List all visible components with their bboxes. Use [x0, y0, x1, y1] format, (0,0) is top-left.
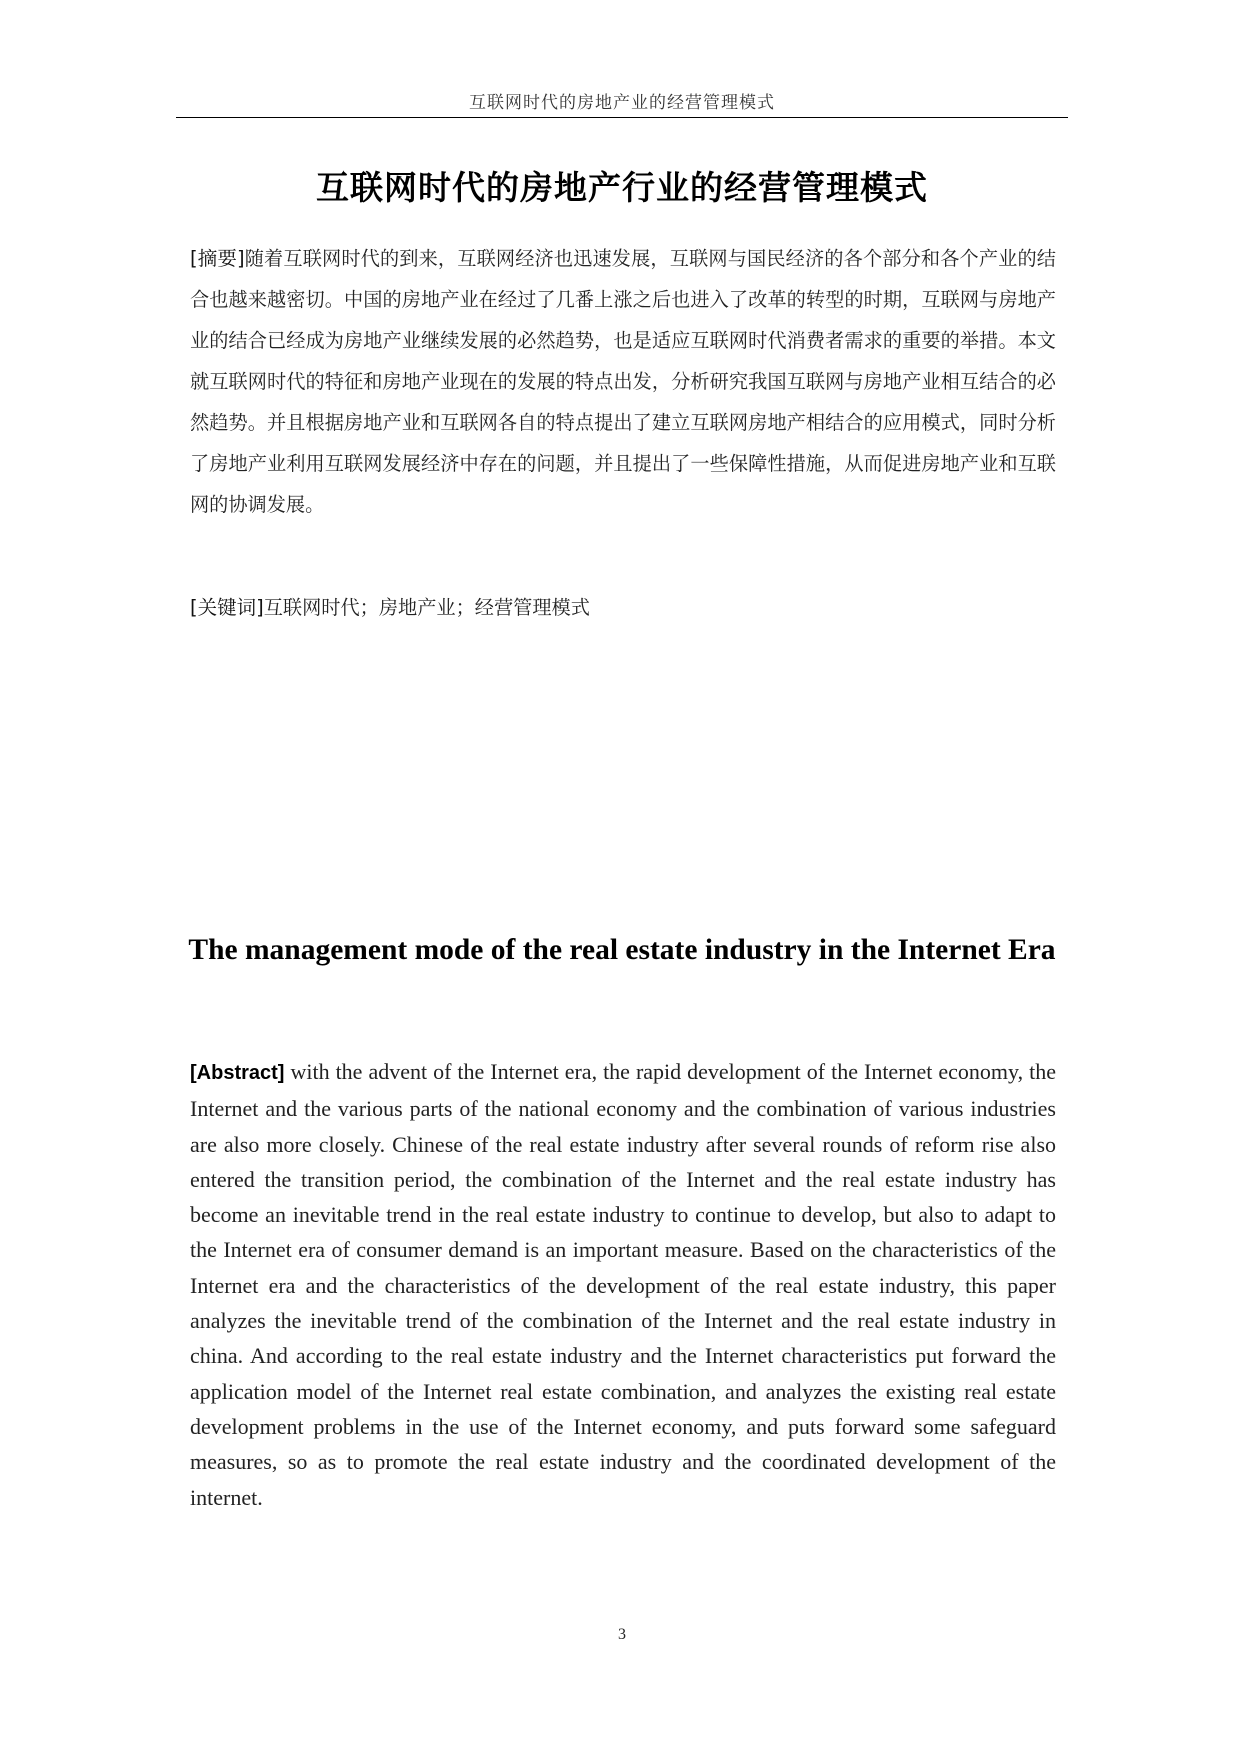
english-abstract-label: [Abstract] [190, 1062, 285, 1084]
chinese-abstract-text: 随着互联网时代的到来，互联网经济也迅速发展，互联网与国民经济的各个部分和各个产业的结合也越来越密切。中国的房地产业在经过了几番上涨之后也进入了改革的转型的时期，互联网与房地产业的结合已经成为房地产业继续发展的必然趋势，也是适应互联网时代消费者需求的重要的举措。本文就互联网时代的特征和房地产业现在的发展的特点出发，分析研究我国互联网与房地产业相互结合的必然趋势。并且根据房地产业和互联网各自的特点提出了建立互联网房地产相结合的应用模式，同时分析了房地产业利用互联网发展经济中存在的问题，并且提出了一些保障性措施，从而促进房地产业和互联网的协调发展。 [190, 247, 1056, 516]
chinese-abstract [190, 238, 1056, 525]
page-number: 3 [618, 1626, 626, 1643]
chinese-keywords-text: 互联网时代；房地产业；经营管理模式 [263, 596, 590, 619]
english-abstract [190, 1054, 1056, 1515]
english-abstract-text: with the advent of the Internet era, the rapid development of the Internet economy, the Internet and the various parts of the national economy and the combination of various industries are also more closely. Chinese of the real estate industry after several rounds of reform rise also entered the transition period, the combination of the Internet and the real estate industry has become an inevitable trend in the real estate industry to continue to develop, but also to adapt to the Internet era of consumer demand is an important measure. Based on the characteristics of the Internet era and the characteristics of the development of the real estate industry, this paper analyzes the inevitable trend of the combination of the Internet and the real estate industry in china. And according to the real estate industry and the Internet characteristics put forward the application model of the Internet real estate combination, and analyzes the existing real estate development problems in the use of the Internet economy, and puts forward some safeguard measures, so as to promote the real estate industry and the coordinated development of the internet. [190, 1059, 1056, 1510]
english-title: The management mode of the real estate industry in the Internet Era [188, 934, 1056, 966]
running-header: 互联网时代的房地产业的经营管理模式 [469, 93, 775, 113]
chinese-keywords [190, 593, 1056, 623]
chinese-keywords-label: [关键词] [190, 596, 264, 619]
header-rule [176, 117, 1068, 118]
chinese-abstract-label: [摘要] [190, 247, 245, 270]
chinese-title: 互联网时代的房地产行业的经营管理模式 [316, 168, 928, 207]
